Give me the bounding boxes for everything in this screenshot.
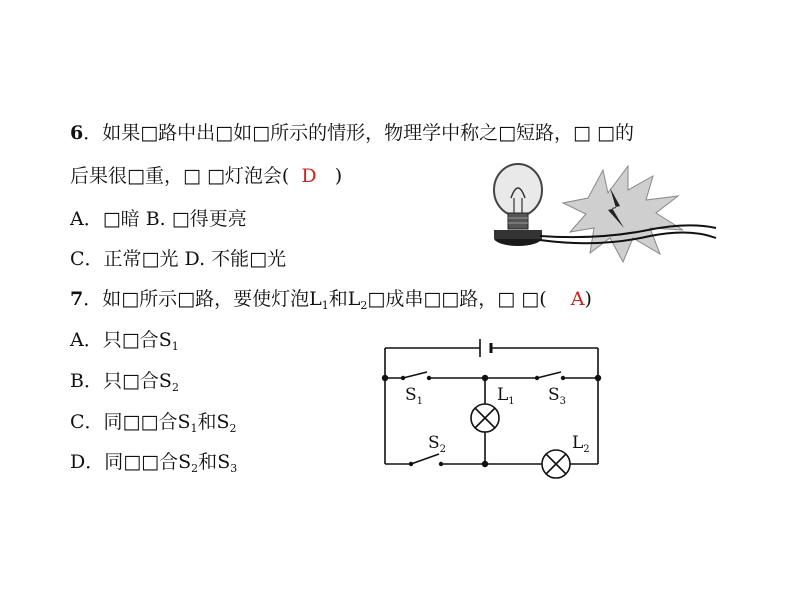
lamp-l2 <box>542 450 570 478</box>
bulb-base <box>508 213 528 229</box>
q7-option-d-sub3: 3 <box>230 462 238 475</box>
q6-text-2: 后果很□重，□ □灯泡会( <box>70 165 290 187</box>
q7-option-d-text: D．同□□合 <box>70 451 179 473</box>
switch-contact <box>409 462 413 466</box>
short-circuit-bulb-illustration <box>478 158 720 264</box>
switch-s1-blade <box>403 372 427 378</box>
label-s3-sub: 3 <box>559 396 567 407</box>
q7-text-a: ．如□所示□路，要使灯泡 <box>83 288 310 310</box>
q6-options-cd: C．正常□光 D. 不能□光 <box>70 248 287 270</box>
q7-option-a-S: S <box>158 329 172 351</box>
junction-dot <box>482 375 488 381</box>
q7-option-d-sub2: 2 <box>191 462 199 475</box>
label-l1-sub: 1 <box>508 396 515 407</box>
q7-option-d-S3: S <box>217 451 231 473</box>
q7-text-b: □成串□□路，□ □( <box>367 288 547 310</box>
q6-close-paren: ) <box>334 165 343 187</box>
q7-option-c-S2: S <box>216 411 230 433</box>
q6-stem-line2 <box>70 164 342 188</box>
q7-and: 和 <box>328 288 348 310</box>
q7-option-c <box>70 410 237 441</box>
junction-dot <box>482 461 488 467</box>
switch-contact <box>401 376 405 380</box>
q7-option-d <box>70 450 237 481</box>
q6-answer: D <box>301 165 317 187</box>
q7-option-a <box>70 328 179 359</box>
q7-option-d-S2: S <box>178 451 192 473</box>
label-l2 <box>572 434 590 459</box>
q7-option-b-sub: 2 <box>171 381 179 394</box>
q6-stem-line1 <box>70 121 634 145</box>
label-s1-sub: 1 <box>416 396 424 407</box>
switch-contact <box>427 376 431 380</box>
label-l1-letter: L <box>497 385 509 405</box>
label-s2 <box>428 434 446 459</box>
label-s3-letter: S <box>548 385 560 405</box>
label-l2-letter: L <box>572 433 584 453</box>
q7-L1-letter: L <box>309 288 322 310</box>
bulb-glass <box>494 164 542 216</box>
q7-option-d-and: 和 <box>198 451 218 473</box>
q7-L1-sub: 1 <box>321 299 329 312</box>
q7-option-b-S: S <box>158 370 172 392</box>
q7-option-b-text: B．只□合 <box>70 370 159 392</box>
q7-number: 7 <box>70 288 84 310</box>
label-s1 <box>405 386 423 411</box>
spark-burst <box>563 166 683 262</box>
q7-option-c-text: C．同□□合 <box>70 411 178 433</box>
junction-dot <box>595 375 601 381</box>
q7-stem <box>70 287 592 318</box>
q6-options-ab: A．□暗 B. □得更亮 <box>70 208 247 230</box>
q6-number: 6 <box>70 122 84 144</box>
label-s2-letter: S <box>428 433 440 453</box>
label-l2-sub: 2 <box>583 444 590 455</box>
q7-option-b <box>70 369 179 400</box>
q7-option-c-and: 和 <box>197 411 217 433</box>
q7-option-a-text: A．只□合 <box>70 329 159 351</box>
q7-L2-letter: L <box>347 288 361 310</box>
q7-L2-sub: 2 <box>360 299 368 312</box>
junction-dot <box>382 375 388 381</box>
q7-option-a-sub: 1 <box>171 340 179 353</box>
label-s3 <box>548 386 566 411</box>
label-s2-sub: 2 <box>439 444 447 455</box>
switch-contact <box>535 376 539 380</box>
q6-text-1: ．如果□路中出□如□所示的情形，物理学中称之□短路，□ □的 <box>83 122 634 144</box>
q7-option-c-sub2: 2 <box>229 422 237 435</box>
switch-contact <box>439 462 443 466</box>
label-l1 <box>497 386 515 411</box>
q7-option-c-S1: S <box>177 411 191 433</box>
q7-close-paren: ) <box>584 288 592 310</box>
switch-s3-blade <box>537 372 561 378</box>
q7-option-c-sub1: 1 <box>190 422 198 435</box>
q7-answer: A <box>570 288 585 310</box>
label-s1-letter: S <box>405 385 417 405</box>
switch-contact <box>561 376 565 380</box>
lamp-l1 <box>471 404 499 432</box>
